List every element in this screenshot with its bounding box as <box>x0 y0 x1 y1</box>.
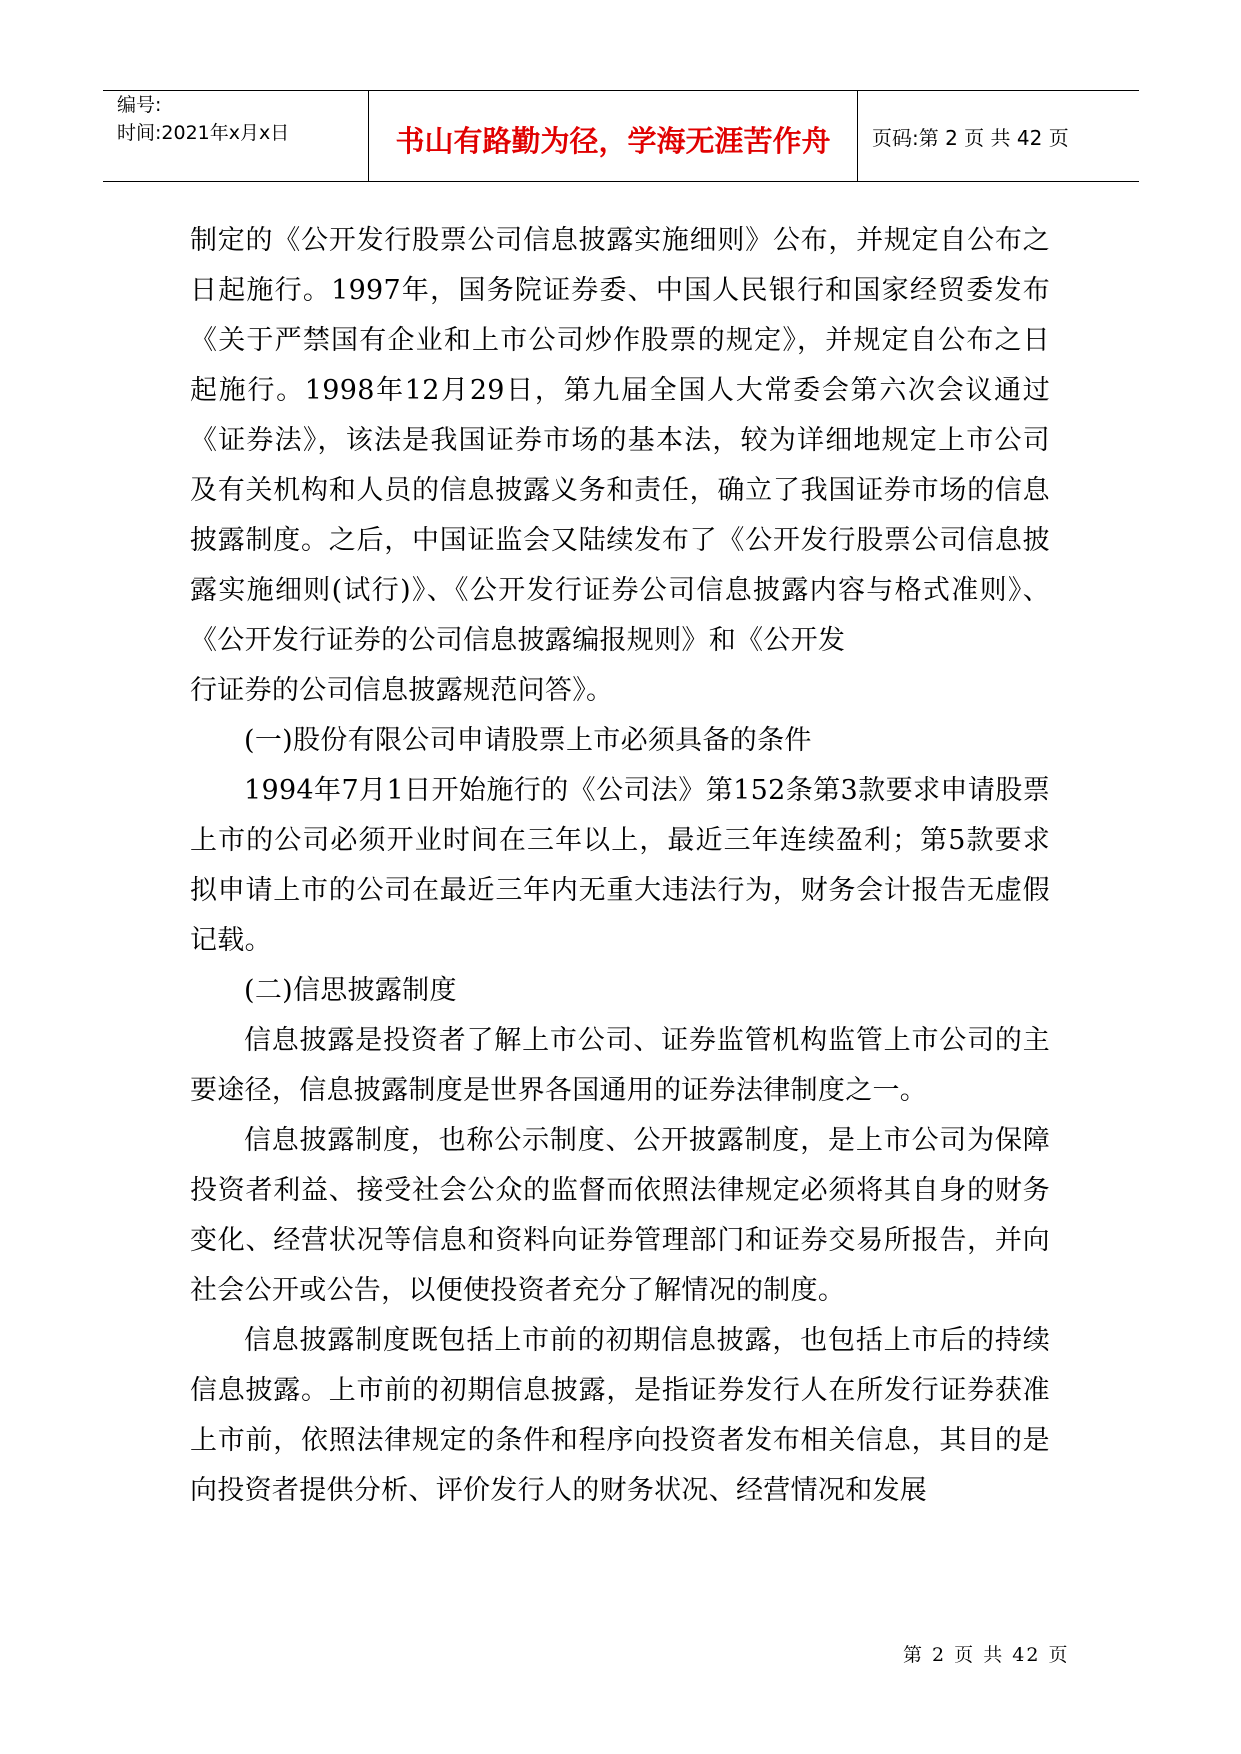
header-motto-cell <box>368 91 858 181</box>
section-heading: (一)股份有限公司申请股票上市必须具备的条件 <box>244 725 812 756</box>
document-header <box>103 90 1139 182</box>
document-number-label: 编号: <box>117 94 162 116</box>
body-paragraph: 信息披露制度，也称公示制度、公开披露制度，是上市公司为保障投资者利益、接受社会公众的监督而依照法律规定必须将其自身的财务变化、经营状况等信息和资料向证券管理部门和证券交易所报告，并向社会公开或公告，以便使投资者充分了解情况的制度。 <box>190 1125 1050 1306</box>
document-body <box>190 216 1050 1516</box>
body-paragraph: 1994年7月1日开始施行的《公司法》第152条第3款要求申请股票上市的公司必须开业时间在三年以上，最近三年连续盈利；第5款要求拟申请上市的公司在最近三年内无重大违法行为，财务会计报告无虚假记载。 <box>190 775 1050 956</box>
page-footer: 第 2 页 共 42 页 <box>903 1644 1070 1666</box>
section-heading: (二)信思披露制度 <box>244 975 457 1006</box>
header-meta-cell <box>103 91 368 181</box>
header-page-label: 页码:第 2 页 共 42 页 <box>872 125 1069 150</box>
body-paragraph: 信息披露制度既包括上市前的初期信息披露，也包括上市后的持续信息披露。上市前的初期信息披露，是指证券发行人在所发行证券获准上市前，依照法律规定的条件和程序向投资者发布相关信息，其目的是向投资者提供分析、评价发行人的财务状况、经营情况和发展 <box>190 1325 1050 1506</box>
body-paragraph: 信息披露是投资者了解上市公司、证券监管机构监管上市公司的主要途径，信息披露制度是世界各国通用的证券法律制度之一。 <box>190 1025 1050 1106</box>
body-paragraph: 制定的《公开发行股票公司信息披露实施细则》公布，并规定自公布之日起施行。1997年，国务院证券委、中国人民银行和国家经贸委发布《关于严禁国有企业和上市公司炒作股票的规定》，并规定自公布之日起施行。1998年12月29日，第九届全国人大常委会第六次会议通过《证券法》，该法是我国证券市场的基本法，较为详细地规定上市公司及有关机构和人员的信息披露义务和责任，确立了我国证券市场的信息披露制度。之后，中国证监会又陆续发布了《公开发行股票公司信息披露实施细则(试行)》、《公开发行证券公司信息披露内容与格式准则》、《公开发行证券的公司信息披露编报规则》和《公开发 <box>190 225 1050 656</box>
body-paragraph: 行证券的公司信息披露规范问答》。 <box>190 675 614 706</box>
header-page-cell <box>858 91 1139 181</box>
header-motto: 书山有路勤为径，学海无涯苦作舟 <box>395 123 831 158</box>
document-time-label: 时间:2021年x月x日 <box>117 122 290 144</box>
